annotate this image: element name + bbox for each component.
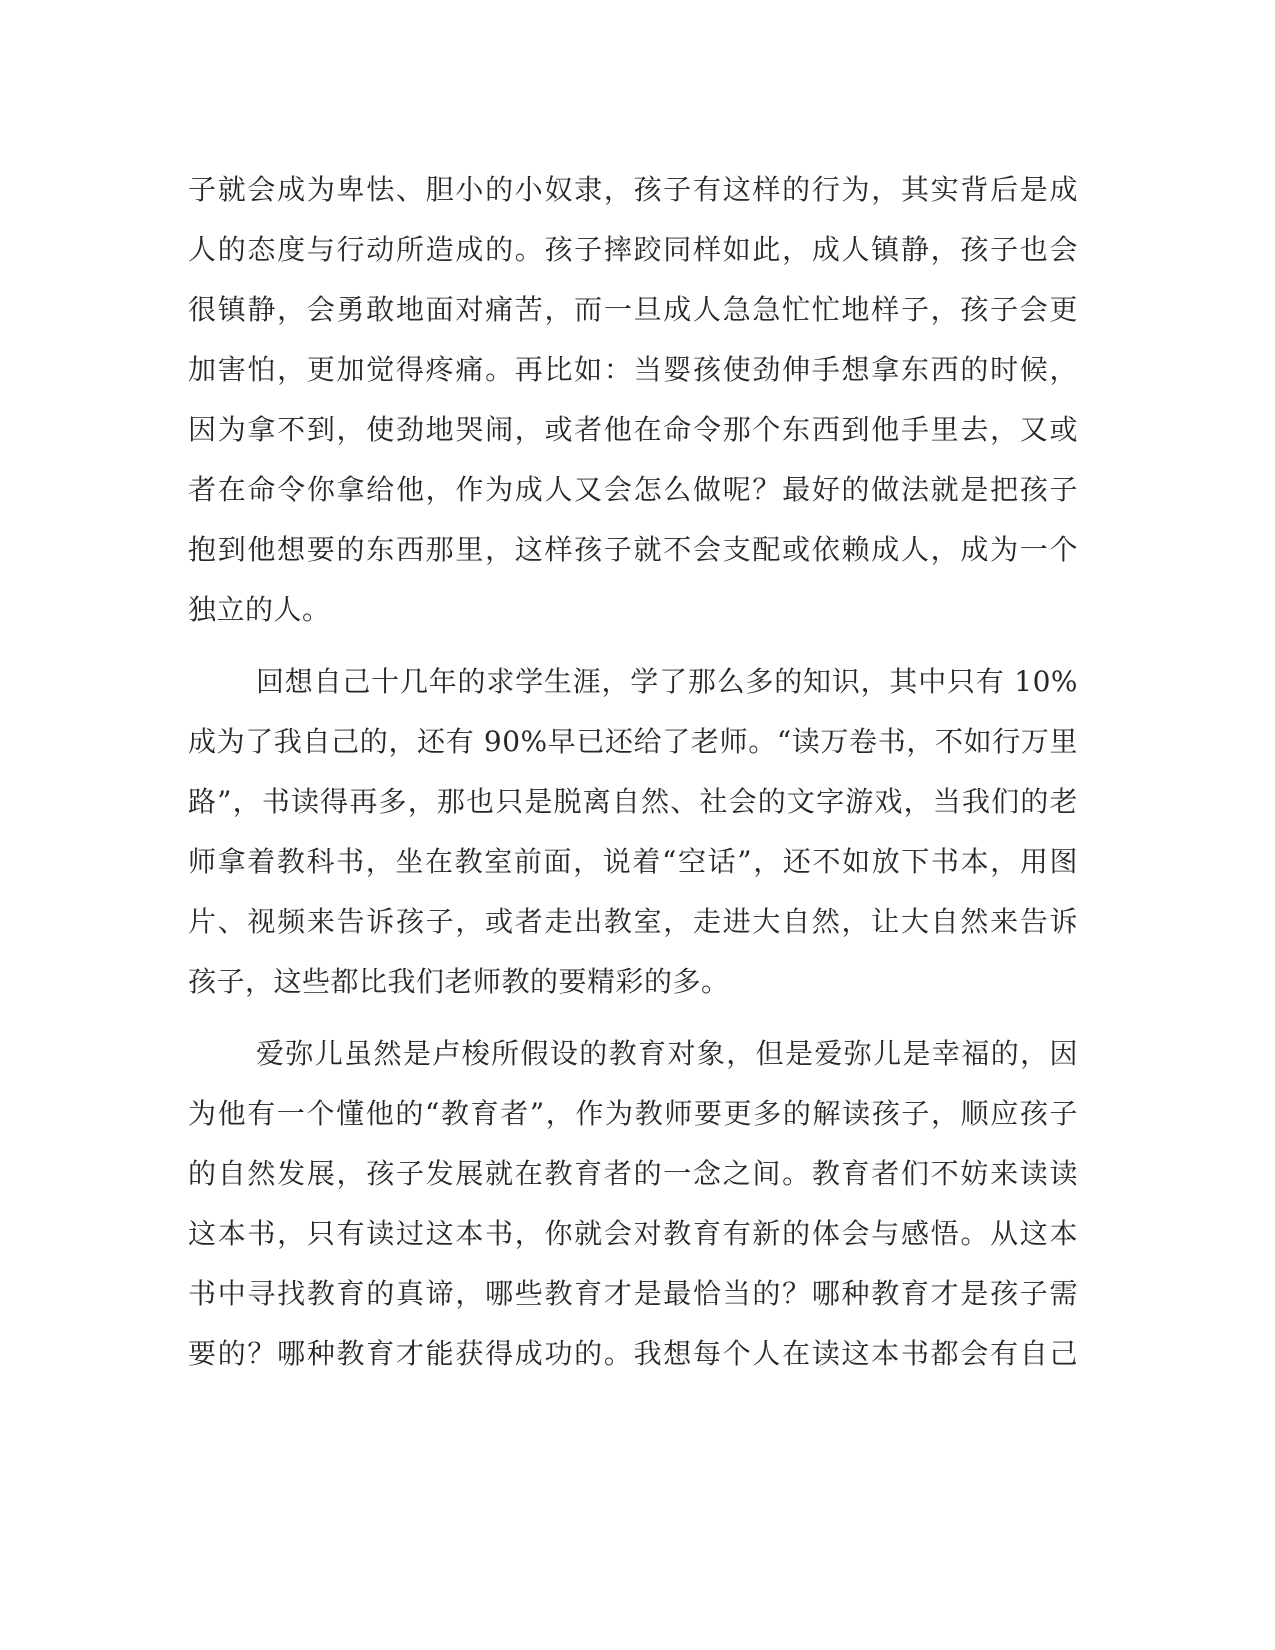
- text-line: 人的态度与行动所造成的。孩子摔跤同样如此，成人镇静，孩子也会: [188, 233, 1078, 266]
- paragraph-first-line: 回想自己十几年的求学生涯，学了那么多的知识，其中只有 10%: [256, 665, 1078, 698]
- text-line: 的自然发展，孩子发展就在教育者的一念之间。教育者们不妨来读读: [188, 1157, 1078, 1190]
- text-line: 师拿着教科书，坐在教室前面，说着“空话”，还不如放下书本，用图: [188, 845, 1078, 878]
- text-line: 路”，书读得再多，那也只是脱离自然、社会的文字游戏，当我们的老: [188, 785, 1078, 818]
- text-line: 为他有一个懂他的“教育者”，作为教师要更多的解读孩子，顺应孩子: [188, 1097, 1078, 1130]
- text-line: 加害怕，更加觉得疼痛。再比如：当婴孩使劲伸手想拿东西的时候，: [188, 353, 1078, 386]
- text-line: 子就会成为卑怯、胆小的小奴隶，孩子有这样的行为，其实背后是成: [188, 173, 1078, 206]
- text-line: 独立的人。: [188, 593, 331, 626]
- body-text: [188, 160, 1078, 1384]
- text-line: 因为拿不到，使劲地哭闹，或者他在命令那个东西到他手里去，又或: [188, 413, 1078, 446]
- text-line: 片、视频来告诉孩子，或者走出教室，走进大自然，让大自然来告诉: [188, 905, 1078, 938]
- text-line: 抱到他想要的东西那里，这样孩子就不会支配或依赖成人，成为一个: [188, 533, 1078, 566]
- text-line: 很镇静，会勇敢地面对痛苦，而一旦成人急急忙忙地样子，孩子会更: [188, 293, 1078, 326]
- paragraph-first-line: 爱弥儿虽然是卢梭所假设的教育对象，但是爱弥儿是幸福的，因: [256, 1037, 1078, 1070]
- text-line: 这本书，只有读过这本书，你就会对教育有新的体会与感悟。从这本: [188, 1217, 1078, 1250]
- text-line: 孩子，这些都比我们老师教的要精彩的多。: [188, 965, 730, 998]
- text-line: 成为了我自己的，还有 90%早已还给了老师。“读万卷书，不如行万里: [188, 725, 1078, 758]
- text-line: 者在命令你拿给他，作为成人又会怎么做呢？最好的做法就是把孩子: [188, 473, 1078, 506]
- text-line: 要的？哪种教育才能获得成功的。我想每个人在读这本书都会有自己: [188, 1337, 1078, 1370]
- text-line: 书中寻找教育的真谛，哪些教育才是最恰当的？哪种教育才是孩子需: [188, 1277, 1078, 1310]
